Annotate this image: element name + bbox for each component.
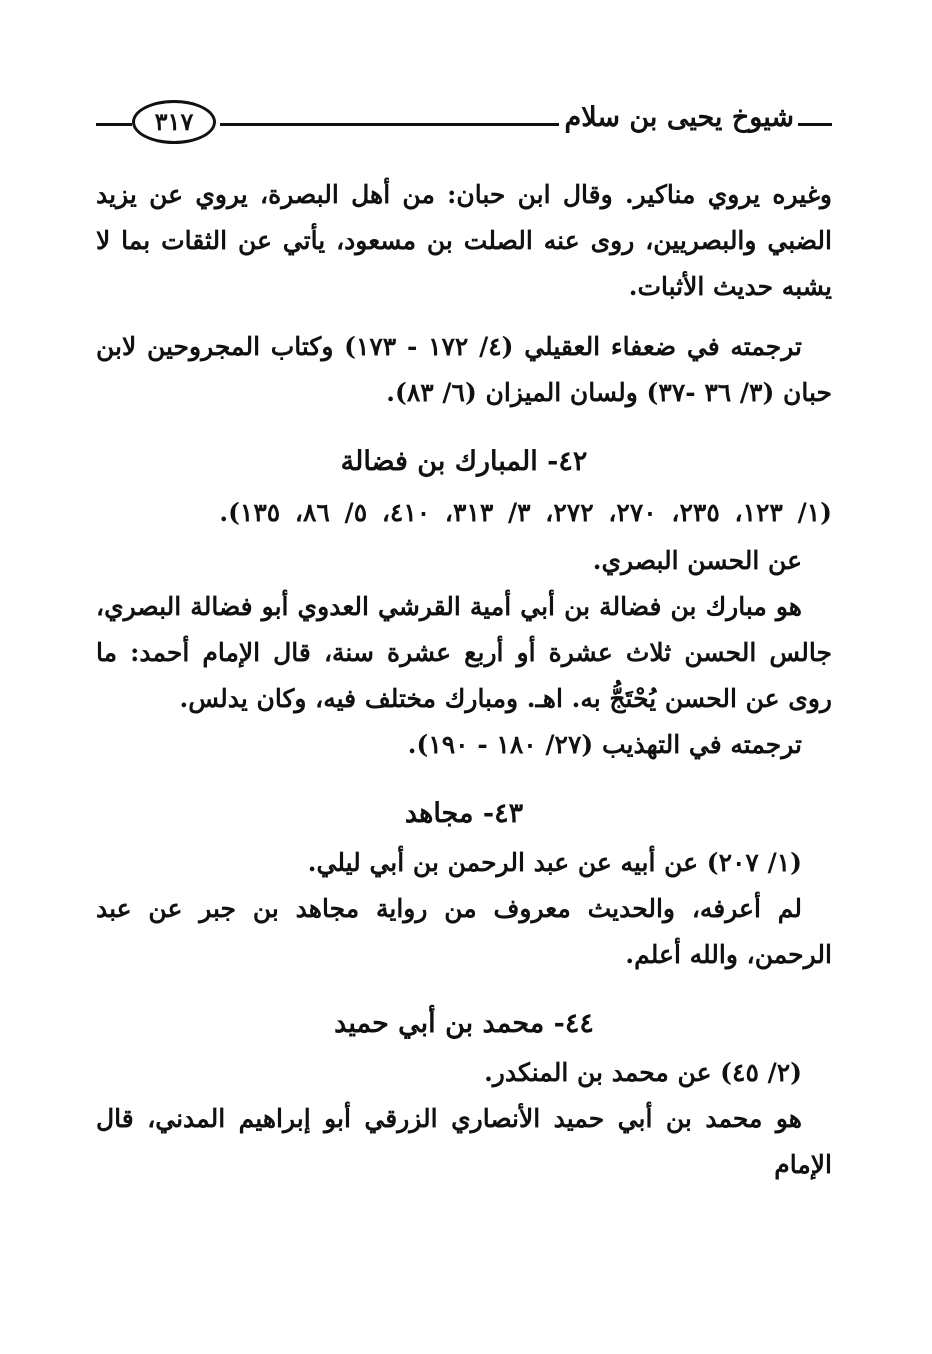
- entry-references-43: (١/ ٢٠٧) عن أبيه عن عبد الرحمن بن أبي ليلي.: [307, 848, 802, 877]
- page-body: [96, 172, 832, 1188]
- entry-heading-44: ٤٤- محمد بن أبي حميد: [334, 1008, 594, 1039]
- paragraph-biography-42: هو مبارك بن فضالة بن أبي أمية القرشي العدوي أبو فضالة البصري، جالس الحسن ثلاث عشرة أو أربع عشرة سنة، قال الإمام أحمد: ما روى عن الحسن يُحْتَجُّ به. اهـ. ومبارك مختلف فيه، وكان يدلس.: [96, 592, 832, 713]
- paragraph-continuation: وغيره يروي مناكير. وقال ابن حبان: من أهل البصرة، يروي عن يزيد الضبي والبصريين، روى عنه الصلت بن مسعود، يأتي عن الثقات بما لا يشبه حديث الأثبات.: [96, 180, 832, 301]
- paragraph-sources: ترجمته في ضعفاء العقيلي (٤/ ١٧٢ - ١٧٣) وكتاب المجروحين لابن حبان (٣/ ٣٦ -٣٧) ولسان الميزان (٦/ ٨٣).: [96, 332, 832, 407]
- page-header: [96, 92, 832, 152]
- header-rule-right: [798, 123, 832, 126]
- paragraph-sources-42: ترجمته في التهذيب (٢٧/ ١٨٠ - ١٩٠).: [407, 730, 802, 759]
- entry-references-44: (٢/ ٤٥) عن محمد بن المنكدر.: [484, 1058, 802, 1087]
- entry-heading-43: ٤٣- مجاهد: [404, 798, 524, 829]
- paragraph-note-43: لم أعرفه، والحديث معروف من رواية مجاهد بن جبر عن عبد الرحمن، والله أعلم.: [96, 894, 832, 969]
- header-rule-left: [96, 123, 132, 126]
- entry-heading-42: ٤٢- المبارك بن فضالة: [340, 446, 588, 477]
- running-title: شيوخ يحيى بن سلام: [559, 98, 794, 138]
- paragraph-biography-44: هو محمد بن أبي حميد الأنصاري الزرقي أبو إبراهيم المدني، قال الإمام: [96, 1104, 832, 1179]
- page-number: ٣١٧: [132, 100, 216, 144]
- entry-references-42: (١/ ١٢٣، ٢٣٥، ٢٧٠، ٢٧٢، ٣/ ٣١٣، ٤١٠، ٥/ ٨٦، ١٣٥).: [219, 498, 832, 527]
- paragraph-narrates-from: عن الحسن البصري.: [592, 546, 802, 575]
